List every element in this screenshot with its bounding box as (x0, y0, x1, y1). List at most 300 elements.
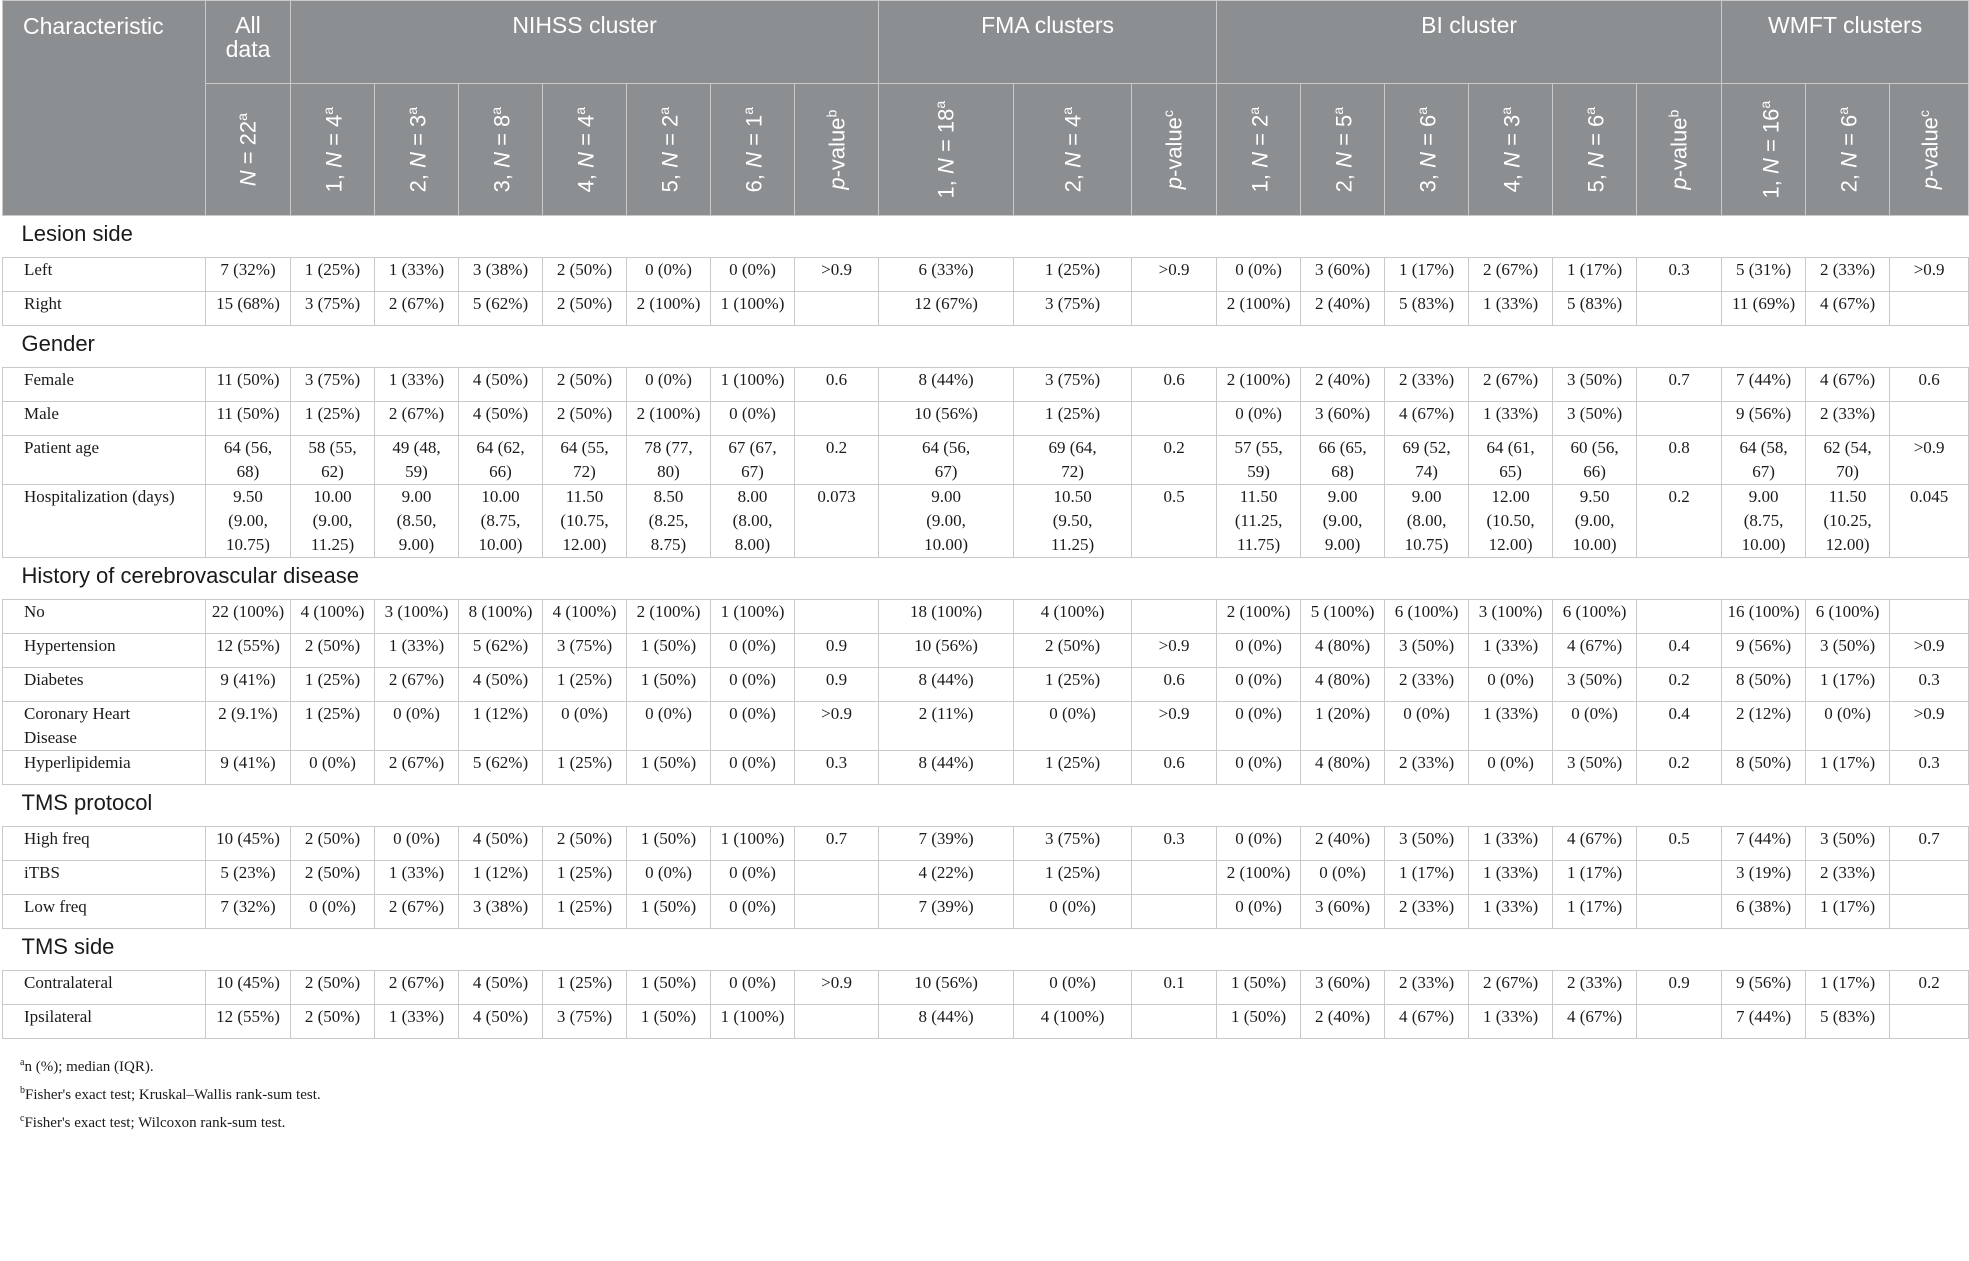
table-cell: 64 (58, 67) (1722, 436, 1806, 485)
table-cell: 7 (44%) (1722, 827, 1806, 861)
table-cell: 0 (0%) (1806, 702, 1890, 751)
table-cell: 1 (50%) (627, 751, 711, 785)
table-cell: 2 (100%) (627, 402, 711, 436)
table-cell: 66 (65, 68) (1301, 436, 1385, 485)
section-title: TMS protocol (3, 785, 1969, 827)
table-cell: 3 (75%) (1014, 827, 1132, 861)
table-cell: 10 (45%) (206, 971, 291, 1005)
table-cell: 0 (0%) (375, 827, 459, 861)
section-title: Lesion side (3, 216, 1969, 258)
row-label: Right (3, 292, 206, 326)
group-header: BI cluster (1217, 1, 1722, 84)
table-cell: 3 (50%) (1806, 827, 1890, 861)
table-cell: >0.9 (1890, 436, 1969, 485)
table-cell: 2 (67%) (375, 402, 459, 436)
table-cell: 4 (50%) (459, 368, 543, 402)
table-cell: 0.6 (795, 368, 879, 402)
sub-header-label: $N = 22^a$ (234, 112, 261, 187)
table-cell: 2 (33%) (1806, 258, 1890, 292)
table-cell: 2 (50%) (543, 368, 627, 402)
table-cell: 1 (25%) (291, 402, 375, 436)
row-label: Diabetes (3, 668, 206, 702)
sub-header (206, 84, 291, 216)
table-cell: 8.00 (8.00, 8.00) (711, 485, 795, 558)
sub-header (1217, 84, 1301, 216)
table-cell (1132, 895, 1217, 929)
table-cell (1637, 600, 1722, 634)
row-label: Contralateral (3, 971, 206, 1005)
table-cell: 0 (0%) (1385, 702, 1469, 751)
table-cell: 69 (52, 74) (1385, 436, 1469, 485)
table-cell: 1 (17%) (1553, 258, 1637, 292)
table-cell: 1 (17%) (1806, 895, 1890, 929)
table-body (3, 216, 1969, 1039)
table-cell: 67 (67, 67) (711, 436, 795, 485)
sub-header-label: 1, $N = 2^a$ (1246, 106, 1273, 193)
section-row (3, 326, 1969, 368)
header-group-row (3, 1, 1969, 84)
table-cell: 22 (100%) (206, 600, 291, 634)
table-cell: 0.2 (1890, 971, 1969, 1005)
table-cell: 1 (12%) (459, 702, 543, 751)
table-cell: 3 (75%) (291, 368, 375, 402)
table-cell: 1 (50%) (627, 1005, 711, 1039)
table-cell: 0.7 (1637, 368, 1722, 402)
table-cell: 2 (67%) (375, 971, 459, 1005)
footnote (20, 1079, 1895, 1107)
table-cell: 1 (25%) (543, 971, 627, 1005)
table-cell: 1 (25%) (543, 668, 627, 702)
characteristic-header: Characteristic (3, 1, 206, 216)
row-label: Coronary Heart Disease (3, 702, 206, 751)
table-cell: 3 (100%) (1469, 600, 1553, 634)
table-cell: 2 (40%) (1301, 292, 1385, 326)
table-cell: 1 (25%) (291, 702, 375, 751)
table-cell: 7 (44%) (1722, 1005, 1806, 1039)
table-cell: 0.5 (1637, 827, 1722, 861)
table-cell: 0.073 (795, 485, 879, 558)
table-cell: 1 (100%) (711, 368, 795, 402)
table-cell: 10 (56%) (879, 634, 1014, 668)
table-row (3, 292, 1969, 326)
sub-header-label: 5, $N = 6^a$ (1582, 106, 1609, 193)
table-cell: 10.00 (9.00, 11.25) (291, 485, 375, 558)
table-cell: 7 (32%) (206, 258, 291, 292)
table-cell: 0.2 (1132, 436, 1217, 485)
data-table (2, 0, 1969, 1039)
table-cell: 0.4 (1637, 634, 1722, 668)
table-cell: 1 (12%) (459, 861, 543, 895)
table-cell: 0 (0%) (1014, 971, 1132, 1005)
table-cell: 1 (33%) (1469, 861, 1553, 895)
footnote-text: Fisher's exact test; Kruskal–Wallis rank-sum test. (25, 1087, 321, 1103)
table-cell: 2 (33%) (1385, 895, 1469, 929)
table-cell: 0.3 (1890, 751, 1969, 785)
table-cell: 4 (100%) (291, 600, 375, 634)
table-cell: 5 (23%) (206, 861, 291, 895)
table-cell: >0.9 (1890, 702, 1969, 751)
table-cell: 4 (50%) (459, 971, 543, 1005)
table-row (3, 402, 1969, 436)
sub-header-label: 2, $N = 3^a$ (404, 106, 431, 193)
table-cell: 11 (50%) (206, 368, 291, 402)
table-cell: 0 (0%) (291, 751, 375, 785)
table-cell: 1 (33%) (1469, 1005, 1553, 1039)
table-cell: 12 (67%) (879, 292, 1014, 326)
table-cell: 2 (50%) (543, 292, 627, 326)
table-cell (1132, 292, 1217, 326)
table-cell: 1 (33%) (375, 258, 459, 292)
section-row (3, 929, 1969, 971)
table-cell: 4 (100%) (543, 600, 627, 634)
table-cell: 5 (83%) (1385, 292, 1469, 326)
table-cell: 11 (50%) (206, 402, 291, 436)
table-cell: 4 (80%) (1301, 668, 1385, 702)
footnote-mark: a (740, 106, 757, 115)
table-cell: 8.50 (8.25, 8.75) (627, 485, 711, 558)
table-cell: 4 (67%) (1553, 1005, 1637, 1039)
table-cell: 1 (17%) (1385, 861, 1469, 895)
footnote-mark: a (932, 100, 949, 109)
table-cell: 1 (100%) (711, 827, 795, 861)
table-cell: 1 (33%) (1469, 634, 1553, 668)
table-cell: 2 (50%) (543, 258, 627, 292)
table-row (3, 600, 1969, 634)
table-cell: 2 (33%) (1806, 402, 1890, 436)
table-cell: 1 (33%) (1469, 292, 1553, 326)
table-cell: 5 (62%) (459, 751, 543, 785)
footnote (20, 1051, 1895, 1079)
sub-header-label: 2, $N = 4^a$ (1058, 106, 1086, 193)
table-cell: 2 (33%) (1385, 751, 1469, 785)
table-cell: 0.6 (1132, 368, 1217, 402)
sub-header-label: 4, $N = 3^a$ (1498, 106, 1525, 193)
table-cell: 6 (100%) (1806, 600, 1890, 634)
footnote-mark: a (572, 106, 589, 115)
table-cell: 58 (55, 62) (291, 436, 375, 485)
table-cell: 4 (100%) (1014, 1005, 1132, 1039)
table-cell: 4 (50%) (459, 402, 543, 436)
row-label: Left (3, 258, 206, 292)
table-cell: 3 (75%) (543, 634, 627, 668)
table-cell: 5 (83%) (1553, 292, 1637, 326)
footnote-mark: a (488, 106, 505, 115)
table-cell: 0.3 (1890, 668, 1969, 702)
sub-header (711, 84, 795, 216)
sub-header-label: 2, $N = 5^a$ (1330, 106, 1357, 193)
table-cell: 3 (50%) (1553, 402, 1637, 436)
footnote-mark: a (20, 1057, 25, 1068)
table-cell: 0 (0%) (1217, 668, 1301, 702)
table-cell: 4 (50%) (459, 668, 543, 702)
table-cell: 9 (56%) (1722, 971, 1806, 1005)
table-cell: 2 (100%) (1217, 861, 1301, 895)
table-cell: 3 (60%) (1301, 971, 1385, 1005)
table-cell: 0.7 (795, 827, 879, 861)
table-cell (1890, 600, 1969, 634)
table-cell (1637, 292, 1722, 326)
table-cell: 0 (0%) (1469, 751, 1553, 785)
table-cell: 0 (0%) (1217, 258, 1301, 292)
table-row (3, 895, 1969, 929)
table-cell: 62 (54, 70) (1806, 436, 1890, 485)
table-cell: 4 (80%) (1301, 751, 1385, 785)
table-cell: 4 (100%) (1014, 600, 1132, 634)
table-cell: 60 (56, 66) (1553, 436, 1637, 485)
footnotes (2, 1051, 1895, 1135)
sub-header (1890, 84, 1969, 216)
table-cell: 0 (0%) (711, 751, 795, 785)
table-cell: 2 (40%) (1301, 368, 1385, 402)
table-cell: 0 (0%) (375, 702, 459, 751)
table-cell: 5 (62%) (459, 292, 543, 326)
table-cell (795, 1005, 879, 1039)
table-cell: 1 (17%) (1385, 258, 1469, 292)
table-cell: 2 (67%) (375, 292, 459, 326)
table-cell: 18 (100%) (879, 600, 1014, 634)
table-cell: 64 (61, 65) (1469, 436, 1553, 485)
table-cell: 0 (0%) (1301, 861, 1385, 895)
table-cell: 1 (17%) (1553, 895, 1637, 929)
table-cell: 3 (50%) (1385, 634, 1469, 668)
table-row (3, 751, 1969, 785)
footnote-mark: c (20, 1113, 25, 1124)
table-cell: 1 (50%) (627, 971, 711, 1005)
table-row (3, 971, 1969, 1005)
table-row (3, 827, 1969, 861)
sub-header (1637, 84, 1722, 216)
table-cell: 0.6 (1132, 751, 1217, 785)
table-cell: 2 (33%) (1553, 971, 1637, 1005)
table-cell: 3 (100%) (375, 600, 459, 634)
footnote-mark: a (404, 106, 421, 115)
footnote-mark: a (234, 112, 251, 121)
table-cell: 1 (17%) (1553, 861, 1637, 895)
table-cell: 9 (41%) (206, 751, 291, 785)
table-cell: 3 (75%) (291, 292, 375, 326)
footnote-mark: a (1498, 106, 1515, 115)
table-cell: 0 (0%) (711, 895, 795, 929)
table-cell: 9.00 (8.75, 10.00) (1722, 485, 1806, 558)
table-cell: 0.8 (1637, 436, 1722, 485)
table-row (3, 861, 1969, 895)
table-cell (1132, 402, 1217, 436)
table-cell: 1 (25%) (1014, 402, 1132, 436)
table-cell: 2 (33%) (1385, 971, 1469, 1005)
footnote-mark: c (1160, 109, 1177, 117)
table-cell: 8 (50%) (1722, 668, 1806, 702)
sub-header-label: p-value$^c$ (1916, 109, 1943, 190)
table-cell: 2 (67%) (1469, 368, 1553, 402)
table-cell: 5 (100%) (1301, 600, 1385, 634)
table-cell: 0 (0%) (711, 634, 795, 668)
table-cell: 64 (55, 72) (543, 436, 627, 485)
table-cell: 1 (25%) (291, 258, 375, 292)
table-cell: 0.9 (795, 668, 879, 702)
row-label: Patient age (3, 436, 206, 485)
table-cell: 1 (33%) (375, 861, 459, 895)
table-cell: 64 (62, 66) (459, 436, 543, 485)
sub-header-label: 6, $N = 1^a$ (740, 106, 767, 193)
table-cell: 3 (50%) (1553, 668, 1637, 702)
table-cell: 11.50 (11.25, 11.75) (1217, 485, 1301, 558)
table-cell: 1 (25%) (1014, 861, 1132, 895)
table-cell: 1 (17%) (1806, 971, 1890, 1005)
table-cell (1890, 402, 1969, 436)
table-cell (1637, 895, 1722, 929)
sub-header (459, 84, 543, 216)
table-cell: 1 (50%) (1217, 971, 1301, 1005)
table-cell: 0 (0%) (711, 402, 795, 436)
table-cell: 3 (75%) (543, 1005, 627, 1039)
table-cell: 0 (0%) (711, 702, 795, 751)
table-cell: >0.9 (1132, 702, 1217, 751)
footnote-mark: b (1665, 109, 1682, 118)
table-cell: 1 (33%) (1469, 702, 1553, 751)
table-cell: 0.7 (1890, 827, 1969, 861)
table-cell: 1 (50%) (627, 827, 711, 861)
table-cell: 0.2 (1637, 751, 1722, 785)
sub-header (1806, 84, 1890, 216)
table-cell: 0.4 (1637, 702, 1722, 751)
table-cell: 1 (50%) (1217, 1005, 1301, 1039)
section-row (3, 558, 1969, 600)
table-cell: 2 (40%) (1301, 827, 1385, 861)
table-cell: 15 (68%) (206, 292, 291, 326)
sub-header-label: 1, $N = 4^a$ (320, 106, 347, 193)
table-cell: 2 (11%) (879, 702, 1014, 751)
table-cell: 3 (50%) (1553, 368, 1637, 402)
footnote-text: Fisher's exact test; Wilcoxon rank-sum test. (24, 1115, 286, 1131)
table-cell: 0.9 (795, 634, 879, 668)
table-cell: 0 (0%) (1553, 702, 1637, 751)
table-cell (1132, 861, 1217, 895)
footnote-mark: a (1414, 106, 1431, 115)
table-cell: 0 (0%) (1217, 702, 1301, 751)
table-cell: 10 (45%) (206, 827, 291, 861)
table-cell: 0.9 (1637, 971, 1722, 1005)
table-cell: 0 (0%) (1217, 751, 1301, 785)
table-cell: >0.9 (795, 702, 879, 751)
table-cell (1637, 1005, 1722, 1039)
table-cell: 1 (33%) (1469, 895, 1553, 929)
table-cell: 0 (0%) (627, 702, 711, 751)
table-cell: 9.00 (9.00, 10.00) (879, 485, 1014, 558)
table-cell: 2 (50%) (543, 402, 627, 436)
sub-header (627, 84, 711, 216)
table-cell: 3 (60%) (1301, 402, 1385, 436)
table-cell: >0.9 (795, 258, 879, 292)
table-cell: 3 (50%) (1806, 634, 1890, 668)
table-cell: 12.00 (10.50, 12.00) (1469, 485, 1553, 558)
table-cell: 0 (0%) (1217, 402, 1301, 436)
sub-header-label: p-value$^b$ (1665, 109, 1692, 190)
table-row (3, 1005, 1969, 1039)
footnote-mark: a (1330, 106, 1347, 115)
table-cell: 1 (17%) (1806, 751, 1890, 785)
table-cell: 1 (33%) (375, 368, 459, 402)
table-cell: 4 (67%) (1385, 402, 1469, 436)
table-cell: 0 (0%) (1217, 895, 1301, 929)
table-cell: 1 (50%) (627, 895, 711, 929)
sub-header (1722, 84, 1806, 216)
footnote-mark: a (656, 106, 673, 115)
table-cell: 0 (0%) (1217, 634, 1301, 668)
table-cell: 7 (32%) (206, 895, 291, 929)
table-cell: 0 (0%) (627, 258, 711, 292)
table-cell: >0.9 (1132, 258, 1217, 292)
table-cell: 1 (25%) (1014, 751, 1132, 785)
sub-header-label: 2, $N = 6^a$ (1835, 106, 1862, 193)
table-cell: 0.6 (1132, 668, 1217, 702)
footnote-mark: a (1058, 106, 1075, 115)
table-cell: >0.9 (795, 971, 879, 1005)
table-cell (1132, 1005, 1217, 1039)
table-cell: 8 (44%) (879, 668, 1014, 702)
table-cell: 2 (40%) (1301, 1005, 1385, 1039)
table-cell: 1 (25%) (543, 751, 627, 785)
sub-header (1014, 84, 1132, 216)
table-cell: 9 (56%) (1722, 634, 1806, 668)
table-cell: 2 (50%) (1014, 634, 1132, 668)
table-cell (795, 402, 879, 436)
sub-header (795, 84, 879, 216)
table-cell (795, 861, 879, 895)
table-cell: 2 (50%) (291, 971, 375, 1005)
table-cell: 10 (56%) (879, 402, 1014, 436)
table-cell: 2 (50%) (543, 827, 627, 861)
sub-header-label: 5, $N = 2^a$ (656, 106, 683, 193)
row-label: Hypertension (3, 634, 206, 668)
table-cell: 4 (67%) (1385, 1005, 1469, 1039)
table-cell: 0 (0%) (1014, 895, 1132, 929)
table-cell: 11.50 (10.75, 12.00) (543, 485, 627, 558)
table-cell: 5 (83%) (1806, 1005, 1890, 1039)
table-cell: 2 (33%) (1385, 368, 1469, 402)
table-cell: 1 (25%) (291, 668, 375, 702)
section-title: Gender (3, 326, 1969, 368)
group-header: All data (206, 1, 291, 84)
table-cell: 16 (100%) (1722, 600, 1806, 634)
sub-header-label: p-value$^b$ (822, 109, 850, 190)
table-cell: 2 (100%) (1217, 292, 1301, 326)
table-cell: 1 (50%) (627, 668, 711, 702)
sub-header (879, 84, 1014, 216)
table-cell: 8 (44%) (879, 751, 1014, 785)
table-cell: 1 (25%) (1014, 258, 1132, 292)
table-cell: 9.50 (9.00, 10.00) (1553, 485, 1637, 558)
table-cell: 4 (22%) (879, 861, 1014, 895)
table-cell: 10.00 (8.75, 10.00) (459, 485, 543, 558)
table-cell (1132, 600, 1217, 634)
sub-header (1132, 84, 1217, 216)
footnote-text: n (%); median (IQR). (24, 1059, 154, 1075)
table-cell: 0.1 (1132, 971, 1217, 1005)
sub-header (543, 84, 627, 216)
table-row (3, 436, 1969, 485)
table-cell: >0.9 (1132, 634, 1217, 668)
table-cell (1890, 861, 1969, 895)
table-cell: 9.00 (8.00, 10.75) (1385, 485, 1469, 558)
row-label: Ipsilateral (3, 1005, 206, 1039)
table-cell: 1 (50%) (627, 634, 711, 668)
table-cell: 6 (38%) (1722, 895, 1806, 929)
row-label: High freq (3, 827, 206, 861)
table-cell: 1 (17%) (1806, 668, 1890, 702)
table-cell: 9.50 (9.00, 10.75) (206, 485, 291, 558)
table-cell: 0.2 (1637, 485, 1722, 558)
table-cell: 4 (67%) (1553, 827, 1637, 861)
